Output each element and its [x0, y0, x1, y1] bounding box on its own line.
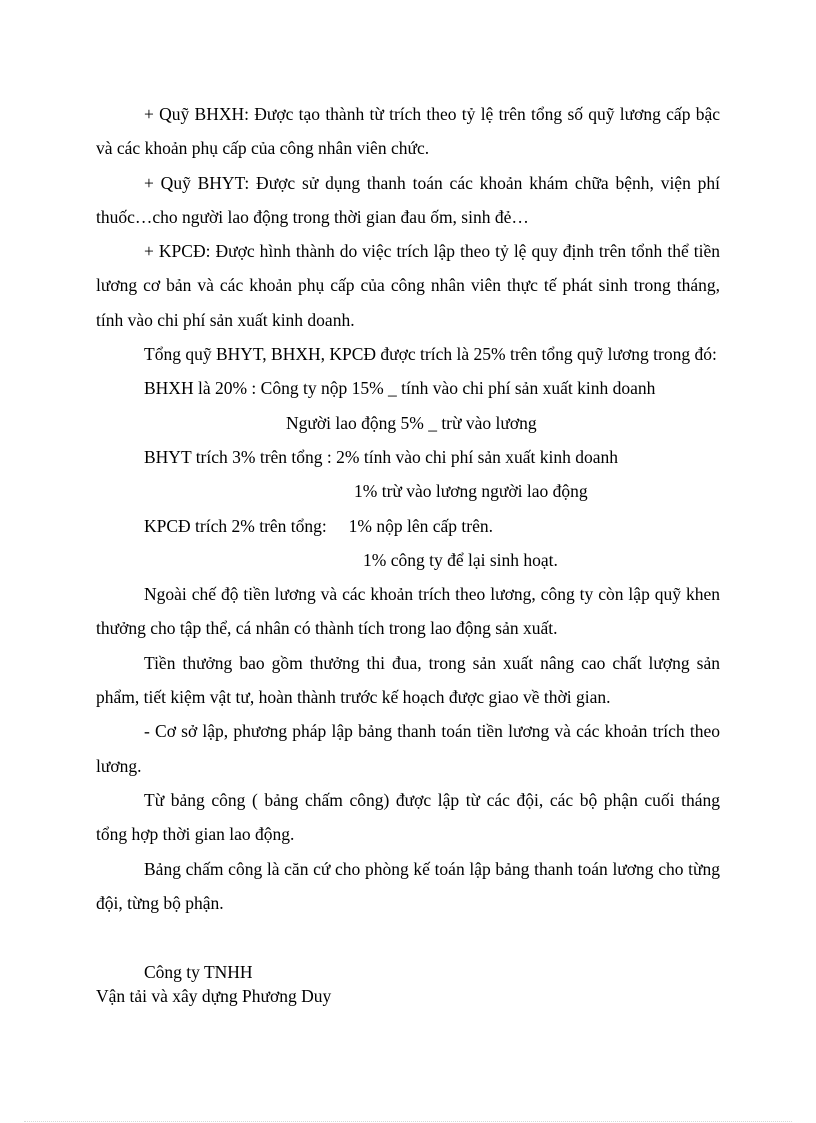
bhxh-contribution-line1: BHXH là 20% : Công ty nộp 15% _ tính vào chi phí sản xuất kinh doanh [144, 378, 656, 399]
bhxh-contribution-row [96, 371, 720, 405]
kpcd-contribution-row-2 [96, 543, 720, 577]
paragraph-timesheet: Từ bảng công ( bảng chấm công) được lập từ các đội, các bộ phận cuối tháng tổng hợp thời gian lao động. [96, 789, 720, 845]
document-body [96, 97, 720, 920]
kpcd-contribution-line1: KPCĐ trích 2% trên tổng: 1% nộp lên cấp trên. [144, 515, 493, 536]
paragraph-bonus-types: Tiền thưởng bao gồm thưởng thi đua, trong sản xuất nâng cao chất lượng sản phẩm, tiết kiệm vật tư, hoàn thành trước kế hoạch được giao về thời gian. [96, 652, 720, 708]
kpcd-contribution-line2: 1% công ty để lại sinh hoạt. [363, 549, 558, 570]
bhyt-contribution-row [96, 440, 720, 474]
bhyt-contribution-row-2 [96, 474, 720, 508]
kpcd-contribution-row [96, 509, 720, 543]
bhxh-contribution-line2: Người lao động 5% _ trừ vào lương [286, 412, 537, 433]
paragraph-timesheet-basis: Bảng chấm công là căn cứ cho phòng kế toán lập bảng thanh toán lương cho từng đội, từng bộ phận. [96, 858, 720, 913]
paragraph-bhyt-fund: + Quỹ BHYT: Được sử dụng thanh toán các khoản khám chữa bệnh, viện phí thuốc…cho người lao động trong thời gian đau ốm, sinh đẻ… [96, 172, 720, 227]
paragraph-bhxh-fund: + Quỹ BHXH: Được tạo thành từ trích theo tỷ lệ trên tổng số quỹ lương cấp bậc và các khoản phụ cấp của công nhân viên chức. [96, 104, 720, 159]
bhyt-contribution-line1: BHYT trích 3% trên tổng : 2% tính vào chi phí sản xuất kinh doanh [144, 446, 619, 467]
paragraph-bonus-fund: Ngoài chế độ tiền lương và các khoản trích theo lương, công ty còn lập quỹ khen thưởng cho tập thể, cá nhân có thành tích trong lao động sản xuất. [96, 584, 720, 639]
paragraph-total-contribution: Tổng quỹ BHYT, BHXH, KPCĐ được trích là 25% trên tổng quỹ lương trong đó: [144, 344, 717, 365]
page-bottom-divider [24, 1121, 792, 1122]
signature-company-name: Vận tải và xây dựng Phương Duy [96, 986, 332, 1006]
signature-company-type: Công ty TNHH [144, 962, 253, 982]
bhxh-contribution-row-2 [96, 406, 720, 440]
bhyt-contribution-line2: 1% trừ vào lương người lao động [354, 481, 588, 502]
paragraph-kpcd-fund: + KPCĐ: Được hình thành do việc trích lập theo tỷ lệ quy định trên tổnh thể tiền lương cơ bản và các khoản phụ cấp của công nhân viên thực tế phát sinh trong tháng, tính vào chi phí sản xuất kinh doanh. [96, 241, 720, 330]
paragraph-payroll-basis: - Cơ sở lập, phương pháp lập bảng thanh toán tiền lương và các khoản trích theo lương. [96, 721, 720, 776]
